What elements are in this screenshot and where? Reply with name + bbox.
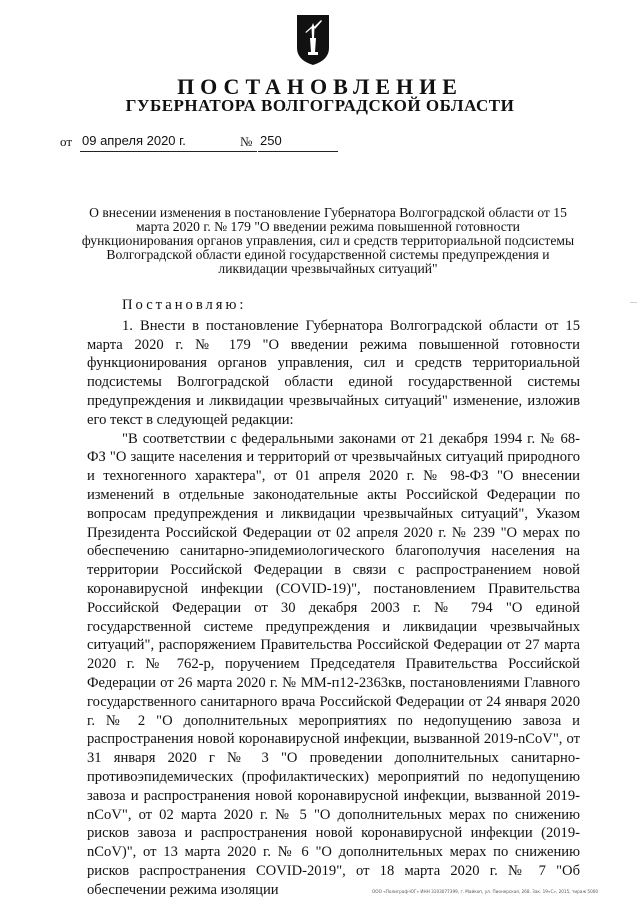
document-subject: О внесении изменения в постановление Губернатора Волгоградской области от 15 марта 2020 г. № 179 "О введении режима повышенной готовности функционирования органов управления, сил и средств территориальной подсистемы Волгоградской области единой государственной системы предупреждения и ликвидации чрезвычайных ситуаций" bbox=[81, 205, 575, 276]
paragraph-2: "В соответствии с федеральными законами от 21 декабря 1994 г. № 68-ФЗ "О защите населения и территорий от чрезвычайных ситуаций природного и техногенного характера", от 01 апреля 2020 г. № 98-ФЗ "О внесении изменений в отдельные законодательные акты Российской Федерации по вопросам предупреждения и ликвидации чрезвычайных ситуаций", Указом Президента Российской Федерации от 02 апреля 2020 г. № 239 "О мерах по обеспечению санитарно-эпидемиологического благополучия населения на территории Российской Федерации в связи с распространением новой коронавирусной инфекции (COVID-19)", постановлением Правительства Российской Федерации от 30 декабря 2003 г. № 794 "О единой государственной системе предупреждения и ликвидации чрезвычайных ситуаций", распоряжением Правительства Российской Федерации от 27 марта 2020 г. № 762-р, поручением Председателя Правительства Российской Федерации от 26 марта 2020 г. № ММ-п12-2363кв, постановлениями Главного государственного санитарного врача Российской Федерации от 24 января 2020 г. № 2 "О дополнительных мероприятиях по недопущению завоза и распространения новой коронавирусной инфекции, вызванной 2019-nCoV", от 31 января 2020 г № 3 "О проведении дополнительных санитарно-противоэпидемических (профилактических) мероприятий по недопущению завоза и распространения новой коронавирусной инфекции, вызванной 2019-nCoV", от 02 марта 2020 г. № 5 "О дополнительных мерах по снижению рисков завоза и распространения новой коронавирусной инфекции (2019-nCoV)", от 13 марта 2020 г. № 6 "О дополнительных мерах по снижению рисков распространения COVID-2019", от 18 марта 2020 г. № 7 "Об обеспечении режима изоляции bbox=[87, 430, 580, 898]
printer-footnote: ООО «Полиграф-ЮГ» ИНН 3103077399, г. Майкоп, ул. Пионерская, 268. Зак. 19«С», 2015, тираж 5000 bbox=[372, 889, 599, 894]
document-body bbox=[87, 296, 580, 900]
number-label: № bbox=[240, 134, 253, 149]
document-issuer: ГУБЕРНАТОРА ВОЛГОГРАДСКОЙ ОБЛАСТИ bbox=[125, 96, 515, 115]
resolve-heading: Постановляю: bbox=[122, 297, 247, 313]
margin-mark: — bbox=[630, 298, 637, 306]
date-label: от bbox=[60, 134, 73, 149]
date-field: 09 апреля 2020 г. bbox=[80, 133, 257, 152]
paragraph-1: 1. Внести в постановление Губернатора Волгоградской области от 15 марта 2020 г. № 179 "О введении режима повышенной готовности функционирования органов управления, сил и средств территориальной подсистемы Волгоградской области единой государственной системы предупреждения и ликвидации чрезвычайных ситуаций" изменение, изложив его текст в следующей редакции: bbox=[87, 317, 580, 428]
document-title: ПОСТАНОВЛЕНИЕ bbox=[177, 74, 463, 99]
number-field: 250 bbox=[258, 133, 338, 152]
coat-of-arms-icon bbox=[296, 14, 330, 66]
